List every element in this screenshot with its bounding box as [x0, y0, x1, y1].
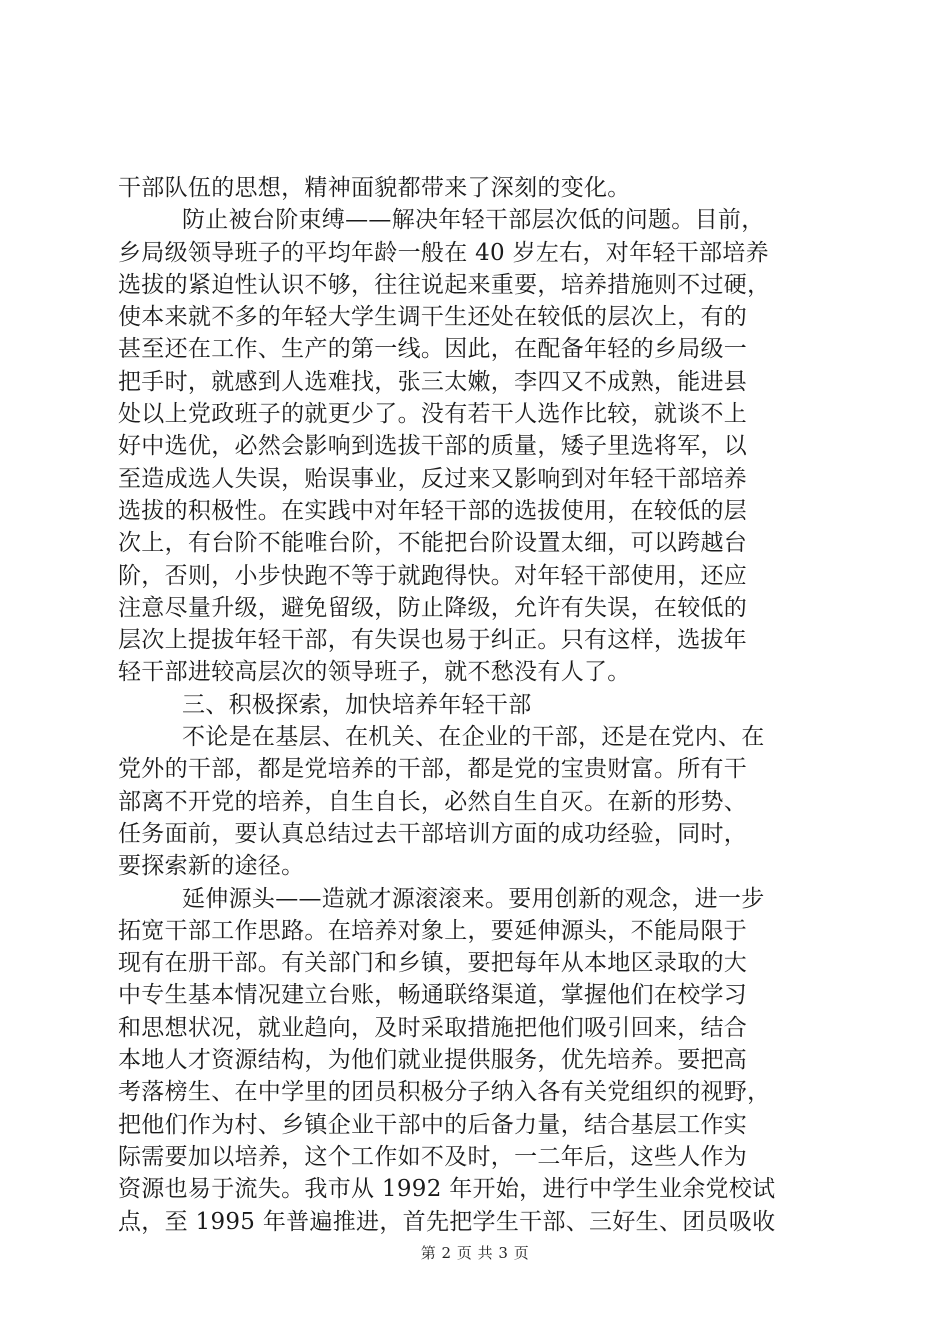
- text-line: 不论是在基层、在机关、在企业的干部，还是在党内、在: [182, 724, 765, 751]
- text-line: 使本来就不多的年轻大学生调干生还处在较低的层次上，有的: [118, 304, 748, 331]
- text-line: 要探索新的途径。: [118, 853, 305, 880]
- text-line: 资源也易于流失。我市从 1992 年开始，进行中学生业余党校试: [118, 1176, 776, 1203]
- text-line: 把他们作为村、乡镇企业干部中的后备力量，结合基层工作实: [118, 1111, 748, 1138]
- text-line: 选拔的积极性。在实践中对年轻干部的选拔使用，在较低的层: [118, 497, 748, 524]
- text-line: 甚至还在工作、生产的第一线。因此，在配备年轻的乡局级一: [118, 336, 748, 363]
- text-line: 好中选优，必然会影响到选拔干部的质量，矮子里选将军，以: [118, 433, 748, 460]
- text-line: 和思想状况，就业趋向，及时采取措施把他们吸引回来，结合: [118, 1014, 748, 1041]
- text-line: 层次上提拔年轻干部，有失误也易于纠正。只有这样，选拔年: [118, 627, 748, 654]
- text-line: 轻干部进较高层次的领导班子，就不愁没有人了。: [118, 659, 631, 686]
- text-line: 现有在册干部。有关部门和乡镇，要把每年从本地区录取的大: [118, 950, 748, 977]
- text-line: 点，至 1995 年普遍推进，首先把学生干部、三好生、团员吸收: [118, 1208, 776, 1235]
- text-line: 考落榜生、在中学里的团员积极分子纳入各有关党组织的视野，: [118, 1079, 771, 1106]
- text-line: 党外的干部，都是党培养的干部，都是党的宝贵财富。所有干: [118, 756, 748, 783]
- text-line: 干部队伍的思想，精神面貌都带来了深刻的变化。: [118, 175, 631, 201]
- text-line: 至造成选人失误，贻误事业，反过来又影响到对年轻干部培养: [118, 465, 748, 492]
- text-line: 次上，有台阶不能唯台阶，不能把台阶设置太细，可以跨越台: [118, 530, 748, 557]
- text-line: 延伸源头——造就才源滚滚来。要用创新的观念，进一步: [182, 885, 765, 912]
- document-body: [118, 172, 838, 1238]
- text-line: 阶，否则，小步快跑不等于就跑得快。对年轻干部使用，还应: [118, 562, 748, 589]
- text-line: 处以上党政班子的就更少了。没有若干人选作比较，就谈不上: [118, 401, 748, 428]
- text-line: 选拔的紧迫性认识不够，往往说起来重要，培养措施则不过硬，: [118, 271, 771, 298]
- text-line: 乡局级领导班子的平均年龄一般在 40 岁左右，对年轻干部培养: [118, 239, 769, 266]
- text-line: 拓宽干部工作思路。在培养对象上，要延伸源头，不能局限于: [118, 917, 748, 944]
- text-line: 注意尽量升级，避免留级，防止降级，允许有失误，在较低的: [118, 594, 748, 621]
- page-footer: 第 2 页 共 3 页: [420, 1244, 530, 1262]
- text-line: 本地人才资源结构，为他们就业提供服务，优先培养。要把高: [118, 1047, 748, 1074]
- text-line: 中专生基本情况建立台账，畅通联络渠道，掌握他们在校学习: [118, 982, 748, 1009]
- text-line: 防止被台阶束缚——解决年轻干部层次低的问题。目前，: [182, 207, 765, 234]
- text-line: 任务面前，要认真总结过去干部培训方面的成功经验，同时，: [118, 820, 748, 847]
- text-line: 际需要加以培养，这个工作如不及时，一二年后，这些人作为: [118, 1143, 748, 1170]
- text-line: 把手时，就感到人选难找，张三太嫩，李四又不成熟，能进县: [118, 368, 748, 395]
- text-line: 部离不开党的培养，自生自长，必然自生自灭。在新的形势、: [118, 788, 748, 815]
- text-line: 三、积极探索，加快培养年轻干部: [182, 691, 532, 718]
